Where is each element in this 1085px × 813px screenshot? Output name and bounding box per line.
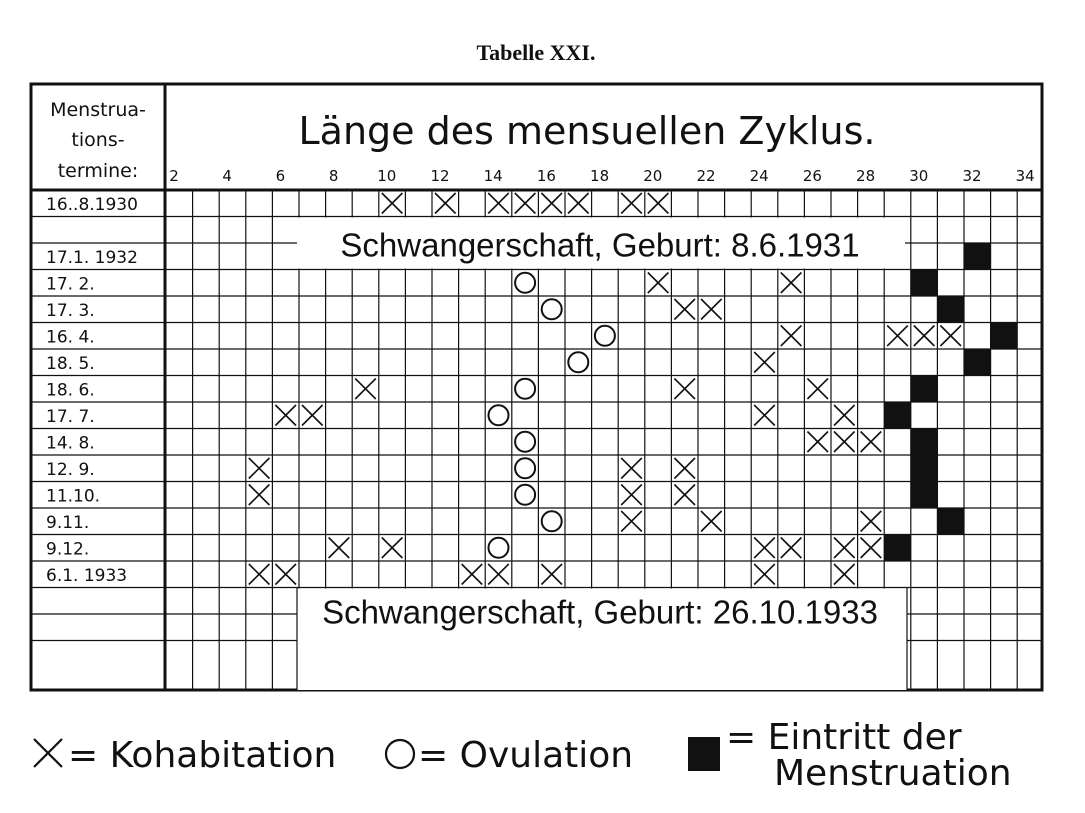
pregnancy-note-1: Schwangerschaft, Geburt: 8.6.1931 [340, 226, 860, 264]
kohabitation-mark [382, 538, 403, 559]
legend-ovulation-label: = Ovulation [418, 735, 634, 776]
row-label: 9.11. [46, 513, 90, 533]
row-label: 16..8.1930 [46, 195, 138, 215]
kohabitation-mark [302, 405, 323, 426]
menstruation-mark [964, 243, 991, 270]
row-label: 12. 9. [46, 460, 95, 480]
x-tick-label: 20 [643, 167, 663, 185]
kohabitation-mark [807, 432, 828, 453]
x-tick-label: 14 [483, 167, 503, 185]
x-tick-label: 6 [275, 167, 286, 185]
row-header [50, 99, 146, 182]
ovulation-mark [568, 352, 588, 372]
kohabitation-mark [249, 458, 270, 479]
row-header-label-line-3: termine: [57, 160, 139, 182]
row-label: 11.10. [46, 486, 101, 507]
row-label: 6.1. 1933 [46, 566, 128, 586]
row-label: 17. 2. [46, 274, 95, 295]
kohabitation-mark [674, 485, 695, 506]
kohabitation-mark [249, 564, 270, 585]
x-tick-label: 30 [909, 167, 929, 185]
kohabitation-mark [834, 432, 855, 453]
kohabitation-mark [674, 458, 695, 479]
menstruation-mark [991, 323, 1018, 350]
ovulation-mark [595, 326, 615, 346]
kohabitation-mark [568, 193, 589, 214]
kohabitation-mark [674, 379, 695, 400]
x-tick-label: 8 [328, 167, 339, 185]
row-label: 9.12. [46, 539, 90, 560]
legend-menstruation-label-2: Menstruation [774, 753, 1012, 794]
menstruation-mark [911, 455, 938, 482]
x-tick-label: 24 [749, 167, 769, 185]
ovulation-mark [515, 273, 535, 293]
table-title: Tabelle XXI. [476, 40, 596, 65]
kohabitation-mark [861, 511, 882, 532]
x-tick-label: 4 [222, 167, 232, 185]
kohabitation-mark [834, 564, 855, 585]
kohabitation-mark [834, 538, 855, 559]
menstruation-mark [911, 270, 938, 297]
kohabitation-mark [488, 564, 509, 585]
kohabitation-mark [861, 538, 882, 559]
kohabitation-mark [861, 432, 882, 453]
row-labels [46, 195, 138, 586]
kohabitation-mark [754, 352, 775, 373]
legend-kohabitation-label: = Kohabitation [68, 735, 337, 776]
kohabitation-mark [621, 485, 642, 506]
ovulation-mark [515, 432, 535, 452]
kohabitation-mark [541, 564, 562, 585]
kohabitation-mark [462, 564, 483, 585]
x-tick-labels [169, 167, 1035, 185]
menstruation-mark [884, 535, 911, 562]
pregnancy-notes [297, 218, 907, 691]
kohabitation-mark [754, 564, 775, 585]
kohabitation-mark [834, 405, 855, 426]
row-label: 16. 4. [46, 327, 95, 348]
x-tick-label: 22 [696, 167, 716, 185]
x-tick-label: 26 [802, 167, 822, 185]
kohabitation-mark [887, 326, 908, 347]
x-tick-label: 10 [377, 167, 397, 185]
kohabitation-mark [701, 511, 722, 532]
kohabitation-mark [249, 485, 270, 506]
x-tick-label: 34 [1015, 167, 1035, 185]
legend-kohabitation-icon [34, 739, 62, 767]
x-tick-label: 12 [430, 167, 450, 185]
row-label: 17. 7. [46, 407, 95, 427]
legend-ovulation-icon [386, 740, 414, 768]
menstruation-mark [937, 296, 964, 323]
kohabitation-mark [781, 326, 802, 347]
pregnancy-note-2: Schwangerschaft, Geburt: 26.10.1933 [322, 593, 878, 631]
ovulation-mark [542, 299, 562, 319]
legend-menstruation-label-1: = Eintritt der [726, 717, 962, 758]
ovulation-mark [542, 511, 562, 531]
menstruation-mark [911, 429, 938, 456]
ovulation-mark [515, 458, 535, 478]
row-label: 17.1. 1932 [46, 248, 138, 268]
row-label: 14. 8. [46, 433, 95, 454]
legend-menstruation-icon [688, 737, 720, 771]
legend [34, 717, 1012, 794]
kohabitation-mark [621, 458, 642, 479]
row-header-label-line-2: tions- [71, 129, 125, 151]
row-label: 17. 3. [46, 301, 95, 321]
ovulation-mark [515, 485, 535, 505]
kohabitation-mark [914, 326, 935, 347]
menstruation-mark [937, 508, 964, 535]
kohabitation-mark [621, 511, 642, 532]
kohabitation-mark [781, 273, 802, 294]
x-tick-label: 28 [856, 167, 876, 185]
kohabitation-mark [674, 299, 695, 320]
row-label: 18. 6. [46, 380, 95, 401]
menstruation-mark [911, 376, 938, 403]
kohabitation-mark [541, 193, 562, 214]
kohabitation-mark [807, 379, 828, 400]
x-tick-label: 2 [169, 167, 179, 185]
x-tick-label: 16 [536, 167, 556, 185]
x-tick-label: 18 [590, 167, 610, 185]
kohabitation-mark [515, 193, 536, 214]
kohabitation-mark [648, 193, 669, 214]
ovulation-mark [489, 538, 509, 558]
kohabitation-mark [621, 193, 642, 214]
kohabitation-mark [355, 379, 376, 400]
kohabitation-mark [940, 326, 961, 347]
kohabitation-mark [329, 538, 350, 559]
kohabitation-mark [488, 193, 509, 214]
kohabitation-mark [275, 564, 296, 585]
x-tick-label: 32 [962, 167, 982, 185]
menstruation-mark [911, 482, 938, 509]
ovulation-mark [515, 379, 535, 399]
header-title: Länge des mensuellen Zyklus. [298, 109, 876, 153]
kohabitation-mark [275, 405, 296, 426]
row-header-label-line-1: Menstrua- [50, 99, 146, 121]
kohabitation-mark [648, 273, 669, 294]
kohabitation-mark [435, 193, 456, 214]
kohabitation-mark [701, 299, 722, 320]
kohabitation-mark [754, 538, 775, 559]
kohabitation-mark [382, 193, 403, 214]
menstruation-mark [884, 402, 911, 429]
menstruation-mark [964, 349, 991, 376]
row-label: 18. 5. [46, 354, 95, 374]
ovulation-mark [489, 405, 509, 425]
kohabitation-mark [781, 538, 802, 559]
kohabitation-mark [754, 405, 775, 426]
